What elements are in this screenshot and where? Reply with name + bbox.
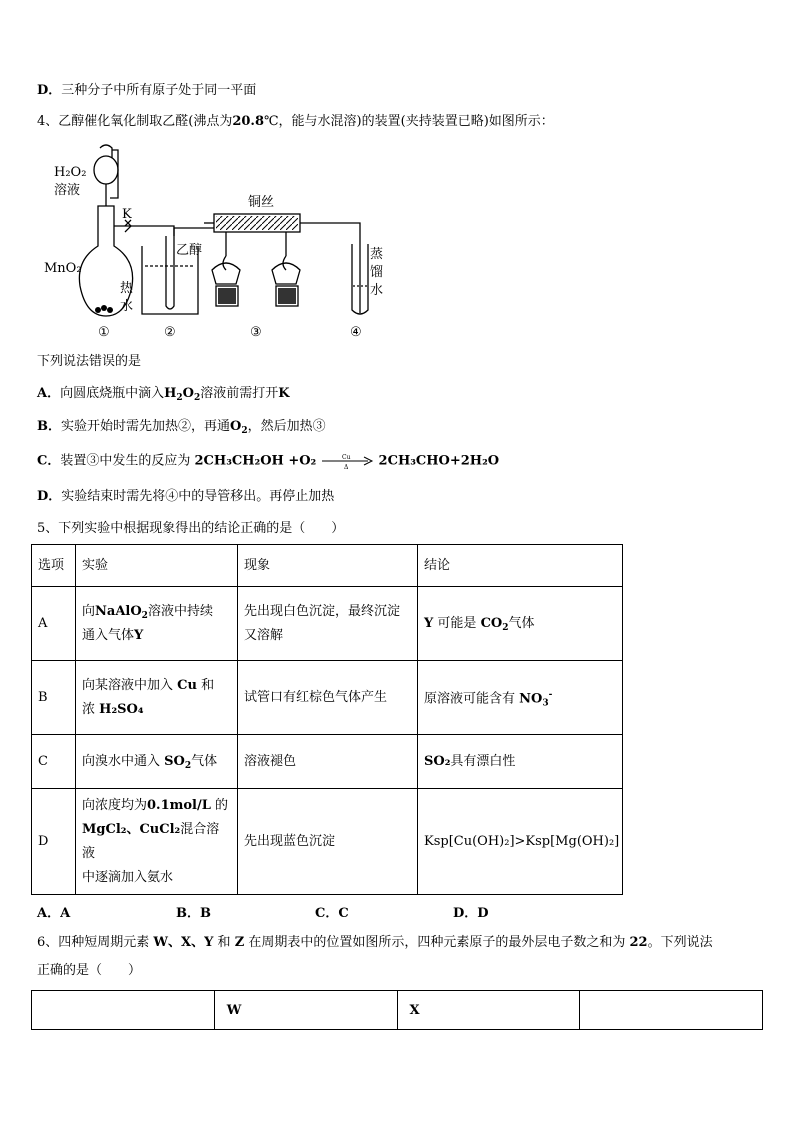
row-b-exp-pre: 向某溶液中加入 bbox=[82, 677, 174, 693]
q4-option-b-pre: 实验开始时需先加热②，再通 bbox=[61, 419, 231, 434]
row-a-con-sub: 2 bbox=[502, 622, 509, 633]
q6-cell-1 bbox=[32, 991, 215, 1030]
row-a-phen-l2: 又溶解 bbox=[244, 627, 284, 643]
label-h2o2: H₂O₂ bbox=[54, 165, 87, 180]
row-d-exp-l3: 混合溶液 bbox=[82, 821, 220, 861]
q4-option-c-rhs: 2CH₃CHO+2H₂O bbox=[378, 453, 500, 469]
row-a-exp-sub: 2 bbox=[141, 610, 148, 621]
q4-option-a-k: K bbox=[278, 386, 290, 401]
row-c-conclusion bbox=[418, 735, 623, 789]
row-a-con-chem2: CO bbox=[480, 615, 503, 631]
row-b-exp-chem: Cu bbox=[177, 677, 197, 693]
row-c-option: C bbox=[32, 735, 76, 789]
row-b-con-mid: 原溶液可能含有 bbox=[424, 691, 516, 707]
row-a-phenomenon bbox=[238, 587, 418, 661]
q4-option-a-letter: A． bbox=[37, 386, 61, 401]
row-b-con-sub: 3 bbox=[542, 698, 549, 709]
row-d-exp-post: 的 bbox=[215, 797, 229, 813]
row-c-exp-post: 气体 bbox=[191, 753, 218, 769]
q6-cell-x: X bbox=[397, 991, 580, 1030]
label-hot: 热 bbox=[120, 281, 134, 296]
q6-stem-e: 在周期表中的位置如图所示，四种元素原子的最外层电子数之和为 bbox=[248, 935, 626, 950]
row-a-con-chem: Y bbox=[424, 615, 434, 631]
table-row bbox=[32, 789, 623, 895]
row-d-exp-l2-chem: MgCl₂、CuCl₂ bbox=[82, 821, 181, 837]
q5-choice-c: C．C bbox=[315, 906, 349, 921]
row-d-exp-l4: 中逐滴加入氨水 bbox=[82, 869, 174, 885]
q4-option-a bbox=[37, 385, 290, 403]
q6-stem-b: W、X、Y bbox=[153, 935, 214, 950]
label-n2: ② bbox=[164, 325, 176, 340]
row-a-exp-pre: 向 bbox=[82, 603, 96, 619]
q4-a-o-sub: 2 bbox=[194, 393, 201, 403]
q4-option-c-lhs: 2CH₃CH₂OH +O₂ bbox=[194, 453, 317, 469]
q4-b-o2-sub: 2 bbox=[241, 426, 248, 436]
arrow-delta-label: Δ bbox=[344, 464, 349, 470]
q6-periodic-table bbox=[31, 990, 763, 1030]
row-b-option: B bbox=[32, 661, 76, 735]
q3-option-d-text: 三种分子中所有原子处于同一平面 bbox=[61, 83, 257, 98]
q4-option-c bbox=[37, 452, 499, 471]
row-b-exp-l2-chem: H₂SO₄ bbox=[99, 701, 144, 717]
label-ethanol: 乙醇 bbox=[176, 243, 203, 258]
q5-choice-d: D．D bbox=[453, 906, 489, 921]
row-a-exp-post: 溶液中持续 bbox=[147, 603, 213, 619]
row-d-exp-pre: 向浓度均为 bbox=[82, 797, 148, 813]
row-c-con-mid: 具有漂白性 bbox=[450, 753, 516, 769]
label-distilled-1: 蒸 bbox=[370, 247, 384, 262]
row-a-phen-l1: 先出现白色沉淀，最终沉淀 bbox=[244, 603, 401, 619]
q4-option-b-post: ，然后加热③ bbox=[247, 419, 326, 434]
q4-option-d bbox=[37, 488, 334, 506]
row-b-phenomenon: 试管口有红棕色气体产生 bbox=[238, 661, 418, 735]
row-c-con-chem: SO₂ bbox=[424, 753, 451, 769]
row-a-exp-l2-chem: Y bbox=[134, 627, 144, 643]
q4-option-b-letter: B． bbox=[37, 419, 61, 434]
label-solution: 溶液 bbox=[54, 183, 81, 198]
q6-stem-line1 bbox=[37, 934, 713, 952]
arrow-cu-label: Cu bbox=[342, 454, 351, 461]
q6-stem-a: 6、四种短周期元素 bbox=[37, 935, 150, 950]
q4-a-o: O bbox=[182, 386, 194, 401]
q4-option-a-post: 溶液前需打开 bbox=[200, 386, 279, 401]
q3-option-d-letter: D． bbox=[37, 83, 62, 98]
row-b-exp-post: 和 bbox=[201, 677, 215, 693]
label-distilled-3: 水 bbox=[370, 283, 384, 298]
label-n3: ③ bbox=[250, 325, 262, 340]
row-a-experiment bbox=[76, 587, 238, 661]
q5-stem: 5、下列实验中根据现象得出的结论正确的是（ ） bbox=[37, 521, 345, 536]
q4-option-b bbox=[37, 418, 326, 436]
row-a-con-post: 气体 bbox=[508, 615, 535, 631]
row-d-option: D bbox=[32, 789, 76, 895]
q4-option-a-pre: 向圆底烧瓶中滴入 bbox=[60, 386, 165, 401]
row-d-exp-chem: 0.1mol/L bbox=[147, 797, 211, 813]
q6-stem-line2: 正确的是（ ） bbox=[37, 963, 142, 978]
row-c-exp-chem: SO bbox=[164, 753, 185, 769]
row-a-option: A bbox=[32, 587, 76, 661]
row-a-exp-l2: 通入气体 bbox=[82, 627, 135, 643]
row-c-experiment bbox=[76, 735, 238, 789]
q6-stem-c: 和 bbox=[217, 935, 231, 950]
q3-option-d bbox=[37, 82, 256, 100]
q6-stem-d: Z bbox=[234, 935, 245, 950]
row-b-exp-l2: 浓 bbox=[82, 701, 96, 717]
q4-option-c-letter: C． bbox=[37, 453, 61, 469]
row-d-conclusion: Ksp[Cu(OH)₂]>Ksp[Mg(OH)₂] bbox=[418, 789, 623, 895]
q4-stem-b: ℃，能与水混溶)的装置(夹持装置已略)如图所示： bbox=[264, 114, 554, 129]
label-copper-wire: 铜丝 bbox=[248, 195, 275, 210]
table-row bbox=[32, 587, 623, 661]
table-header-row bbox=[32, 545, 623, 587]
q4-stem bbox=[37, 113, 554, 131]
q4-option-d-letter: D． bbox=[37, 489, 62, 504]
row-c-exp-sub: 2 bbox=[184, 760, 192, 771]
table-row bbox=[32, 735, 623, 789]
reaction-arrow bbox=[320, 452, 374, 470]
q4-option-d-text: 实验结束时需先将④中的导管移出。再停止加热 bbox=[61, 489, 335, 504]
row-a-exp-chem: NaAlO bbox=[95, 603, 142, 619]
row-b-conclusion bbox=[418, 661, 623, 735]
q4-prompt: 下列说法错误的是 bbox=[37, 354, 142, 369]
label-mno2: MnO₂ bbox=[44, 261, 82, 276]
q6-cell-4 bbox=[580, 991, 763, 1030]
q4-a-h: H bbox=[164, 386, 177, 401]
label-water: 水 bbox=[120, 299, 134, 314]
apparatus-figure bbox=[40, 140, 400, 340]
row-b-con-post: - bbox=[548, 690, 553, 701]
row-c-phenomenon: 溶液褪色 bbox=[238, 735, 418, 789]
q5-table bbox=[31, 544, 623, 895]
q6-cell-w: W bbox=[214, 991, 397, 1030]
label-n4: ④ bbox=[350, 325, 362, 340]
q6-stem-f: 22 bbox=[629, 935, 648, 950]
label-k: K bbox=[122, 207, 132, 222]
row-b-con-chem2: NO bbox=[519, 691, 543, 707]
q5-choice-a: A．A bbox=[37, 906, 71, 921]
q4-b-o2: O bbox=[230, 419, 242, 434]
row-a-conclusion bbox=[418, 587, 623, 661]
q4-option-c-pre: 装置③中发生的反应为 bbox=[60, 453, 191, 469]
table-row bbox=[32, 661, 623, 735]
row-c-exp-pre: 向溴水中通入 bbox=[82, 753, 161, 769]
row-d-experiment bbox=[76, 789, 238, 895]
header-conclusion: 结论 bbox=[418, 545, 623, 587]
row-d-phenomenon: 先出现蓝色沉淀 bbox=[238, 789, 418, 895]
q4-stem-a: 4、乙醇催化氧化制取乙醛(沸点为 bbox=[37, 114, 233, 129]
header-phenomenon: 现象 bbox=[238, 545, 418, 587]
q4-a-h-sub: 2 bbox=[176, 393, 183, 403]
q6-stem-g: 。下列说法 bbox=[647, 935, 713, 950]
label-n1: ① bbox=[98, 325, 110, 340]
row-b-experiment bbox=[76, 661, 238, 735]
header-option: 选项 bbox=[32, 545, 76, 587]
label-distilled-2: 馏 bbox=[370, 265, 384, 280]
row-a-con-mid: 可能是 bbox=[437, 615, 477, 631]
header-experiment: 实验 bbox=[76, 545, 238, 587]
q5-choice-b: B．B bbox=[176, 906, 211, 921]
q4-stem-temp: 20.8 bbox=[232, 114, 265, 129]
